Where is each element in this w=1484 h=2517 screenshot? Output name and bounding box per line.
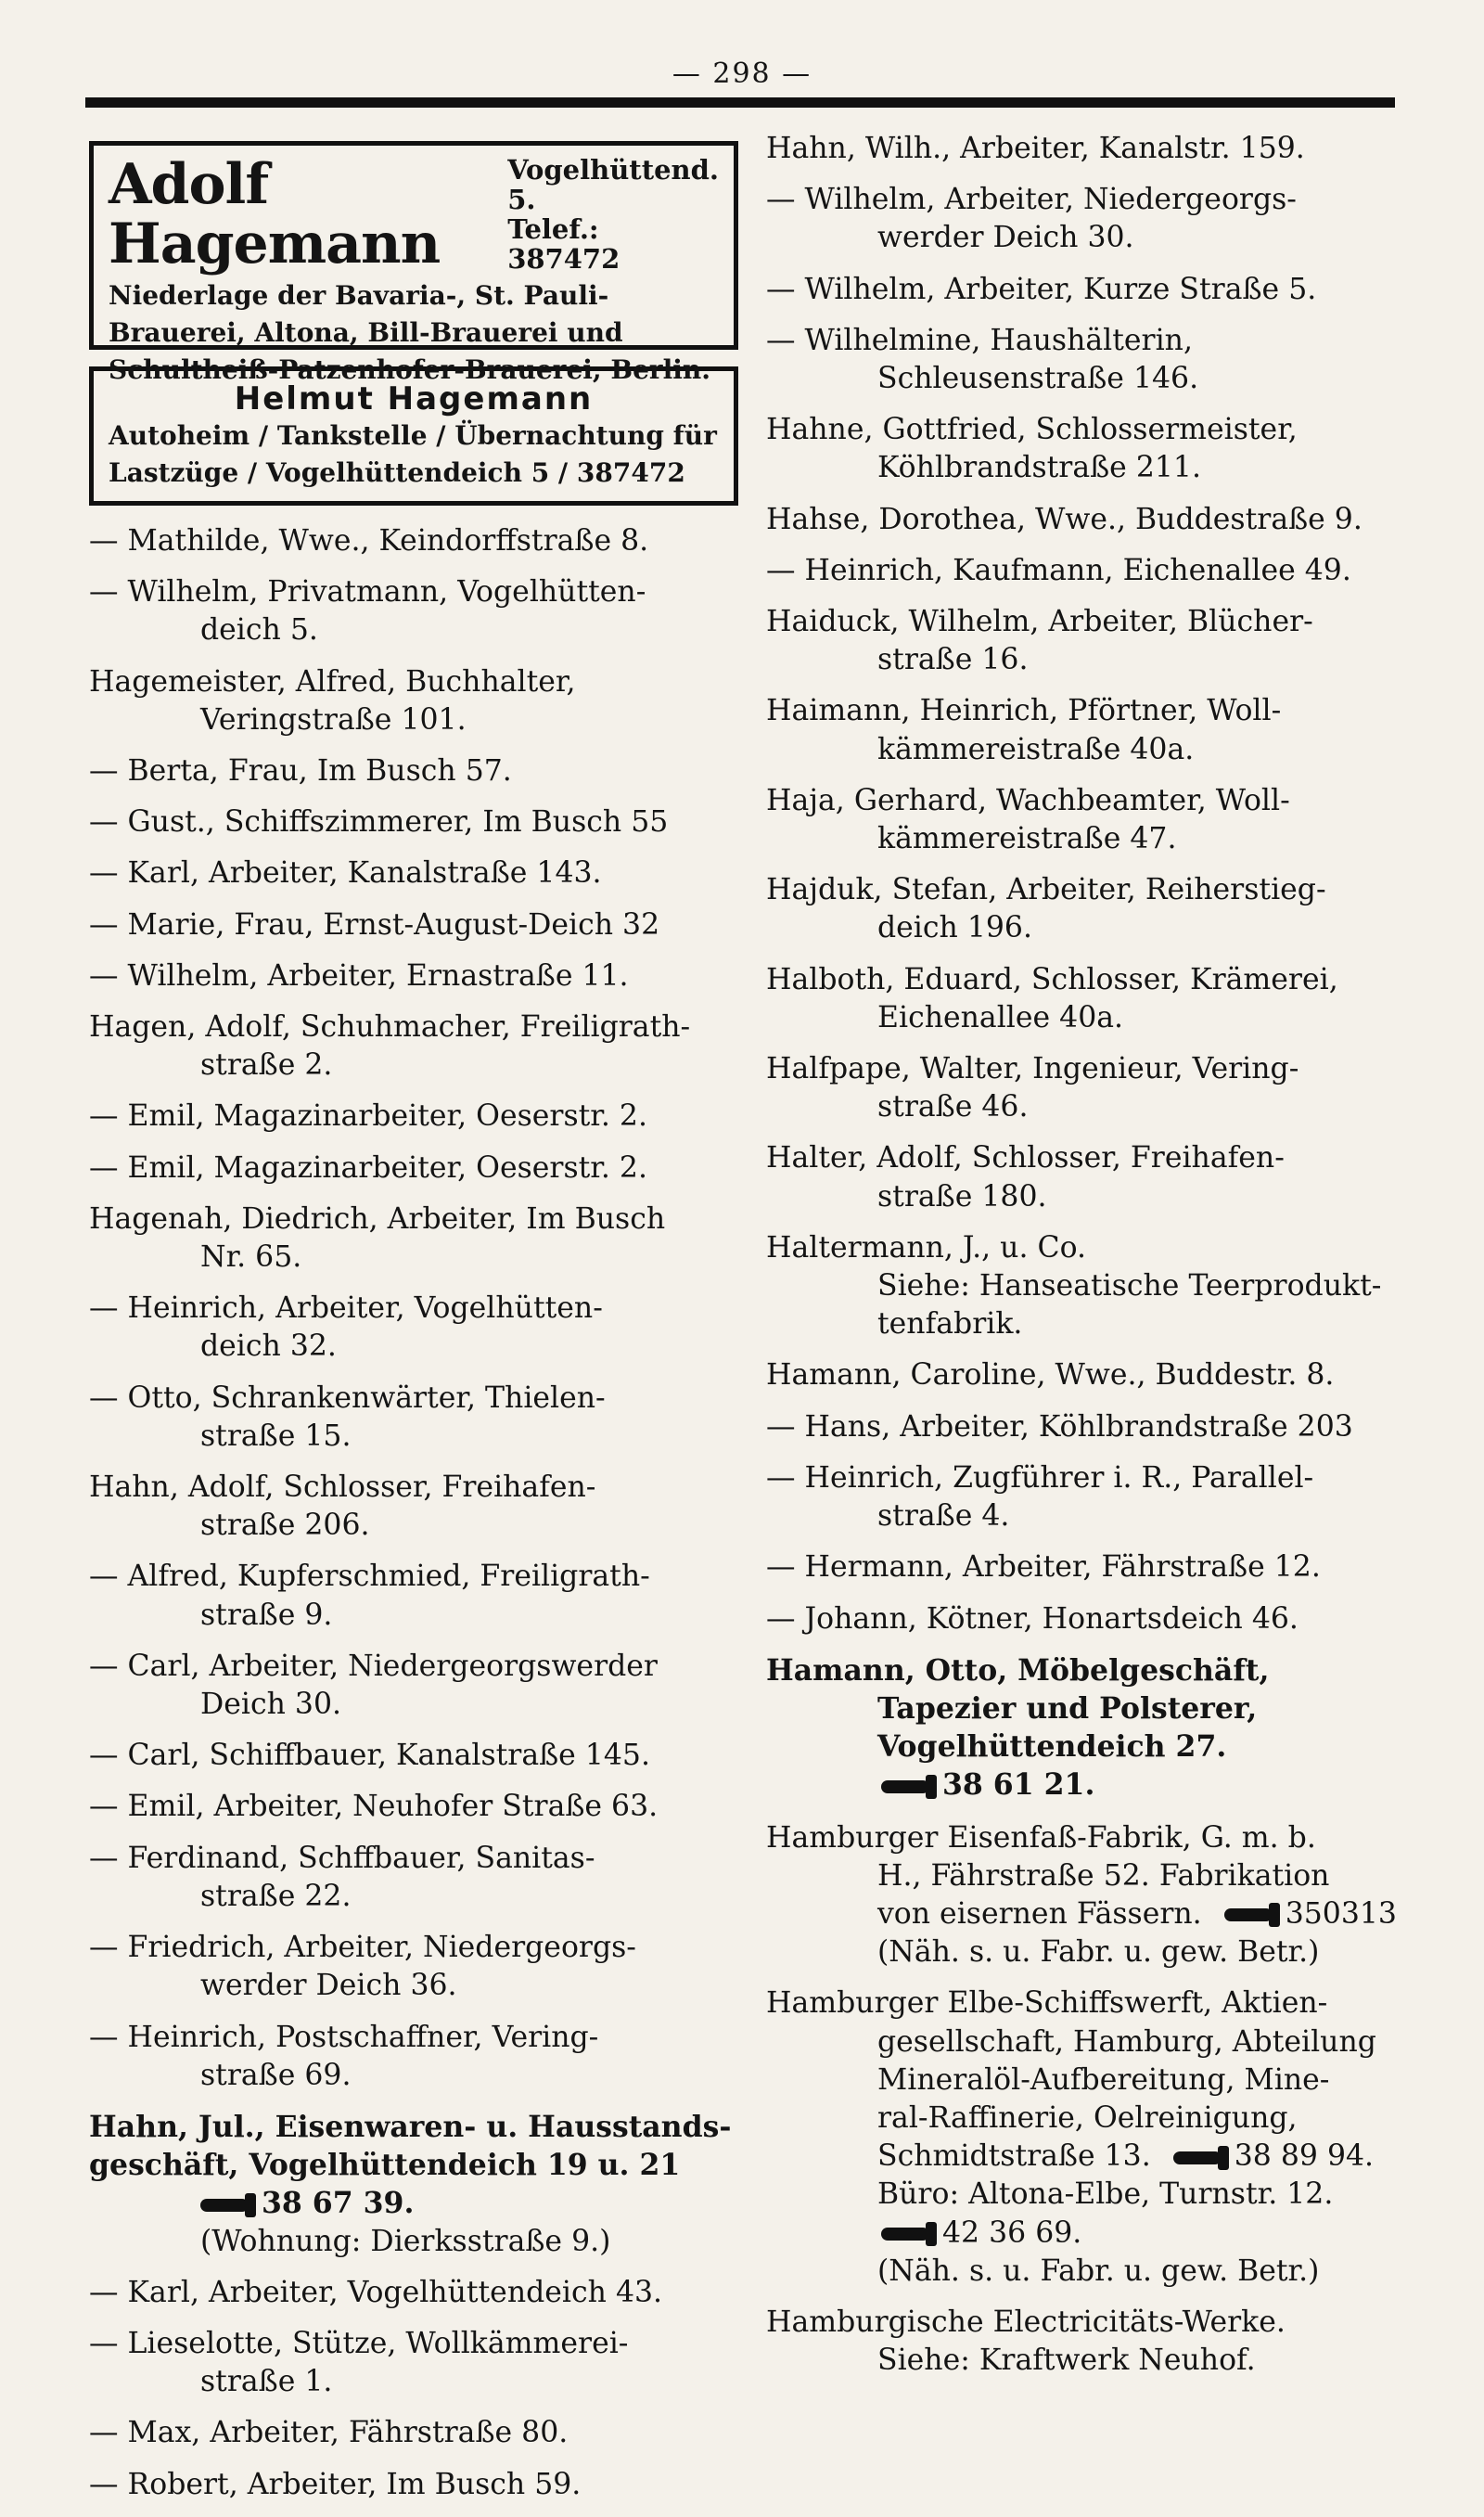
entry-name-line: — Otto, Schrankenwärter, Thielen- — [89, 1380, 606, 1415]
entry-name-line: — Wilhelm, Arbeiter, Kurze Straße 5. — [766, 272, 1317, 306]
directory-entry — [766, 1408, 1434, 1446]
directory-entry — [89, 906, 738, 944]
entry-name-line: Hagenah, Diedrich, Arbeiter, Im Busch — [89, 1201, 666, 1236]
ad-adolf-name: Adolf Hagemann — [109, 152, 441, 276]
directory-entry — [89, 957, 738, 995]
directory-entry — [766, 271, 1434, 309]
directory-entry — [766, 130, 1434, 168]
entry-name-line: — Gust., Schiffszimmerer, Im Busch 55 — [89, 805, 669, 840]
directory-entry — [766, 871, 1434, 947]
entry-name-line: — Wilhelm, Arbeiter, Niedergeorgs- — [766, 183, 1297, 217]
entry-name-line: Haja, Gerhard, Wachbeamter, Woll- — [766, 783, 1290, 817]
entry-continuation-line: straße 22. — [200, 1879, 352, 1913]
entry-name-line: — Hans, Arbeiter, Köhlbrandstraße 203 — [766, 1409, 1353, 1444]
directory-entry — [89, 1840, 738, 1916]
entry-name-line: Hamann, Caroline, Wwe., Buddestr. 8. — [766, 1358, 1335, 1393]
directory-entry — [89, 1008, 738, 1085]
entry-continuation-line: Nr. 65. — [200, 1240, 302, 1275]
entry-name-line: Haltermann, J., u. Co. — [766, 1230, 1086, 1265]
entry-continuation-line: straße 69. — [200, 2058, 352, 2092]
entry-name-line: Halter, Adolf, Schlosser, Freihafen- — [766, 1141, 1285, 1175]
entry-name-line: Hahn, Adolf, Schlosser, Freihafen- — [89, 1470, 596, 1505]
directory-entry — [766, 1548, 1434, 1586]
ad-adolf-phone: Telef.: 387472 — [507, 213, 620, 275]
directory-entry — [89, 1558, 738, 1634]
directory-entry — [766, 603, 1434, 679]
directory-entry — [766, 692, 1434, 768]
entry-name-line: — Johann, Kötner, Honartsdeich 46. — [766, 1601, 1298, 1636]
directory-entry — [766, 1050, 1434, 1126]
directory-entry — [89, 663, 738, 739]
entry-electricitaets-werke: Hamburgische Electricitäts-Werke. Siehe: Kraftwerk Neuhof. — [766, 2305, 1286, 2378]
directory-entry — [766, 1600, 1434, 1638]
entry-continuation-line: Deich 30. — [200, 1688, 342, 1722]
entry-continuation-line: straße 4. — [877, 1499, 1010, 1534]
entry-name-line: Hahne, Gottfried, Schlossermeister, — [766, 413, 1298, 447]
entry-continuation-line: kämmereistraße 47. — [877, 822, 1177, 856]
entry-continuation-line: straße 15. — [200, 1419, 352, 1453]
directory-entry — [89, 522, 738, 560]
ad-helmut-line: Autoheim / Tankstelle / Übernachtung für — [109, 420, 717, 451]
entry-continuation-line: deich 32. — [200, 1329, 337, 1364]
ad-adolf-line: Niederlage der Bavaria-, St. Pauli- — [109, 280, 609, 311]
entry-continuation-line: straße 46. — [877, 1090, 1029, 1124]
directory-entry — [89, 1149, 738, 1188]
entry-continuation-line: werder Deich 36. — [200, 1969, 457, 2003]
directory-entry — [89, 2466, 738, 2504]
directory-entry — [89, 573, 738, 649]
entry-name-line: — Heinrich, Arbeiter, Vogelhütten- — [89, 1291, 603, 1326]
telephone-icon — [881, 1780, 929, 1793]
entry-continuation-line: straße 2. — [200, 1048, 333, 1083]
ad-helmut-name: Helmut Hagemann — [234, 380, 594, 417]
directory-entry — [89, 752, 738, 790]
directory-entry — [89, 2274, 738, 2312]
ad-adolf-line: Brauerei, Altona, Bill-Brauerei und — [109, 317, 623, 348]
directory-entry — [766, 181, 1434, 257]
directory-entry — [89, 803, 738, 841]
directory-entry — [766, 1459, 1434, 1535]
directory-entry — [766, 1139, 1434, 1215]
right-column — [766, 130, 1434, 2393]
directory-entry — [766, 1356, 1434, 1394]
telephone-icon — [1224, 1908, 1273, 1921]
entry-continuation-line: Köhlbrandstraße 211. — [877, 451, 1201, 485]
entry-name-line: Hahn, Wilh., Arbeiter, Kanalstr. 159. — [766, 132, 1305, 165]
entry-name-line: — Heinrich, Zugführer i. R., Parallel- — [766, 1460, 1314, 1495]
entry-name-line: — Ferdinand, Schffbauer, Sanitas- — [89, 1841, 595, 1875]
directory-entry — [89, 2325, 738, 2401]
directory-entry — [766, 961, 1434, 1037]
directory-entry — [89, 2019, 738, 2095]
entry-continuation-line: Schleusenstraße 146. — [877, 362, 1199, 396]
ad-helmut-line: Lastzüge / Vogelhüttendeich 5 / 387472 — [109, 457, 685, 488]
directory-entry — [766, 501, 1434, 539]
directory-entry — [766, 1229, 1434, 1344]
right-entry-list — [766, 130, 1434, 1638]
directory-entry — [89, 1290, 738, 1366]
entry-name-line: — Alfred, Kupferschmied, Freiligrath- — [89, 1560, 650, 1594]
entry-name-line: — Emil, Arbeiter, Neuhofer Straße 63. — [89, 1790, 659, 1824]
ad-adolf-hagemann — [89, 141, 738, 385]
entry-continuation-line: kämmereistraße 40a. — [877, 732, 1195, 766]
entry-name-line: Halfpape, Walter, Ingenieur, Vering- — [766, 1052, 1299, 1086]
entry-continuation-line: straße 16. — [877, 643, 1029, 677]
entry-name-line: Hahse, Dorothea, Wwe., Buddestraße 9. — [766, 502, 1362, 536]
entry-continuation-line: Siehe: Hanseatische Teerprodukt- — [877, 1269, 1382, 1303]
telephone-icon — [881, 2228, 929, 2241]
page-number: — 298 — — [672, 58, 812, 90]
directory-entry — [89, 1929, 738, 2005]
directory-entry — [89, 1788, 738, 1826]
entry-name-line: — Friedrich, Arbeiter, Niedergeorgs- — [89, 1931, 636, 1965]
entry-name-line: Haiduck, Wilhelm, Arbeiter, Blücher- — [766, 605, 1313, 639]
ad-adolf-addr: Vogelhüttend. 5. — [507, 154, 719, 215]
entry-name-line: — Hermann, Arbeiter, Fährstraße 12. — [766, 1550, 1321, 1585]
entry-name-line: — Carl, Arbeiter, Niedergeorgswerder — [89, 1649, 658, 1683]
directory-entry — [89, 1201, 738, 1277]
directory-entry — [89, 854, 738, 893]
entry-hahn-jul: Hahn, Jul., Eisenwaren- u. Hausstands- geschäft, Vogelhüttendeich 19 u. 21 38 67 39. (Wohnung: Dierksstraße 9.) — [89, 2109, 732, 2258]
entry-name-line: Hagemeister, Alfred, Buchhalter, — [89, 664, 576, 699]
entry-name-line: — Lieselotte, Stütze, Wollkämmerei- — [89, 2326, 629, 2360]
directory-entry — [89, 2414, 738, 2452]
entry-continuation-line: straße 9. — [200, 1598, 333, 1632]
entry-name-line: — Wilhelm, Privatmann, Vogelhütten- — [89, 575, 646, 610]
directory-entry — [766, 322, 1434, 398]
entry-name-line: — Heinrich, Postschaffner, Vering- — [89, 2020, 599, 2054]
entry-name-line: — Berta, Frau, Im Busch 57. — [89, 754, 512, 789]
entry-name-line: — Marie, Frau, Ernst-August-Deich 32 — [89, 907, 660, 942]
entry-name-line: — Karl, Arbeiter, Vogelhüttendeich 43. — [89, 2275, 663, 2309]
entry-eisenfass: Hamburger Eisenfaß-Fabrik, G. m. b. H., Fährstraße 52. Fabrikation von eisernen Fässern. 350313 (Näh. s. u. Fabr. u. gew. Betr.) — [766, 1820, 1397, 1970]
entry-elbe-schiffswerft: Hamburger Elbe-Schiffswerft, Aktien- gesellschaft, Hamburg, Abteilung Mineralöl-Aufbereitung, Mine- ral-Raffinerie, Oelreinigung, Schmidtstraße 13. 38 89 94. Büro: Altona-Elbe, Turnstr. 12. 42 36 69. (Näh. s. u. Fabr. u. gew. Betr.) — [766, 1986, 1376, 2288]
entry-continuation-line: straße 1. — [200, 2365, 333, 2399]
entry-name-line: Hagen, Adolf, Schuhmacher, Freiligrath- — [89, 1010, 691, 1045]
directory-entry — [89, 1380, 738, 1456]
entry-continuation-line: werder Deich 30. — [877, 221, 1134, 255]
entry-name-line: Haimann, Heinrich, Pförtner, Woll- — [766, 694, 1282, 728]
directory-entry — [89, 1648, 738, 1724]
entry-name-line: — Robert, Arbeiter, Im Busch 59. — [89, 2467, 582, 2501]
entry-continuation-line: straße 206. — [200, 1509, 370, 1543]
left-tail-list — [89, 2274, 738, 2504]
entry-name-line: — Karl, Arbeiter, Kanalstraße 143. — [89, 856, 602, 891]
entry-continuation-line: straße 180. — [877, 1179, 1047, 1214]
directory-entry — [766, 411, 1434, 487]
entry-name-line: — Carl, Schiffbauer, Kanalstraße 145. — [89, 1739, 650, 1773]
entry-name-line: — Mathilde, Wwe., Keindorffstraße 8. — [89, 524, 649, 558]
left-column — [89, 130, 738, 2517]
entry-name-line: — Wilhelm, Arbeiter, Ernastraße 11. — [89, 958, 629, 993]
entry-name-line: — Emil, Magazinarbeiter, Oeserstr. 2. — [89, 1099, 647, 1134]
entry-name-line: — Max, Arbeiter, Fährstraße 80. — [89, 2416, 569, 2450]
directory-entry — [89, 1098, 738, 1136]
directory-entry — [89, 1469, 738, 1545]
entry-name-line: Hajduk, Stefan, Arbeiter, Reiherstieg- — [766, 873, 1326, 907]
entry-hamann-otto: Hamann, Otto, Möbelgeschäft, Tapezier und Polsterer, Vogelhüttendeich 27. 38 61 21. — [766, 1652, 1270, 1803]
entry-name-line: — Emil, Magazinarbeiter, Oeserstr. 2. — [89, 1150, 647, 1185]
entry-continuation-line: deich 196. — [877, 911, 1032, 945]
ad-adolf-line: Schultheiß-Patzenhofer-Brauerei, Berlin. — [109, 354, 711, 385]
entry-name-line: — Wilhelmine, Haushälterin, — [766, 323, 1193, 357]
directory-entry — [766, 782, 1434, 858]
telephone-icon — [1173, 2151, 1222, 2164]
entry-continuation-line: tenfabrik. — [877, 1307, 1023, 1342]
directory-entry — [766, 552, 1434, 590]
entry-name-line: Halboth, Eduard, Schlosser, Krämerei, — [766, 962, 1338, 996]
directory-entry — [89, 1737, 738, 1775]
telephone-icon — [200, 2199, 249, 2212]
header-rule — [85, 97, 1395, 108]
entry-continuation-line: deich 5. — [200, 613, 318, 648]
entry-name-line: — Heinrich, Kaufmann, Eichenallee 49. — [766, 553, 1351, 587]
entry-continuation-line: Eichenallee 40a. — [877, 1000, 1124, 1034]
entry-continuation-line: Veringstraße 101. — [200, 702, 467, 737]
left-entry-list — [89, 522, 738, 2095]
